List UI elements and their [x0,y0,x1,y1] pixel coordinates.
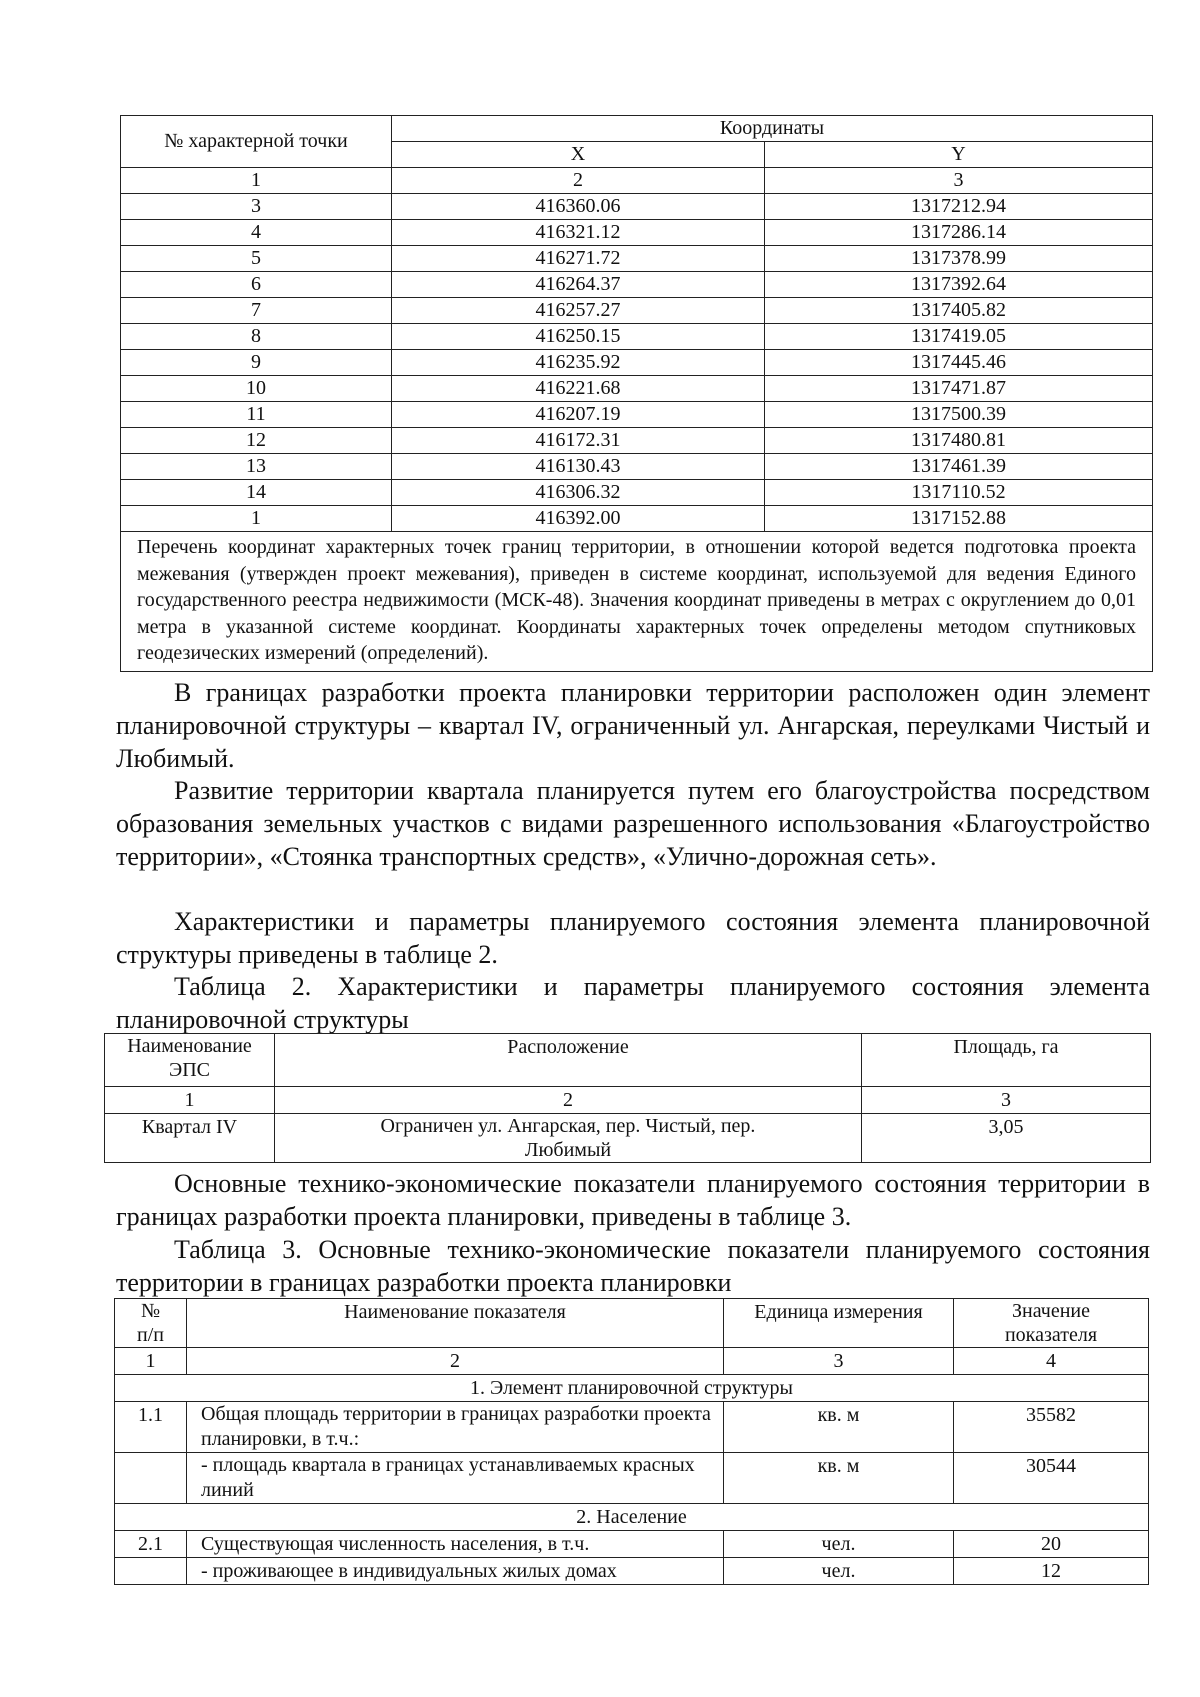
coord-y: 1317378.99 [765,246,1153,272]
table-row [121,272,1153,298]
coord-x: 416257.27 [392,298,765,324]
coord-y: 1317480.81 [765,428,1153,454]
paragraph-text: Основные технико-экономические показатели планируемого состояния территории в границах разработки проекта планировки, приведены в таблице 3. [116,1169,1150,1231]
colnum-1: 1 [121,168,392,194]
header-area: Площадь, га [862,1034,1151,1087]
coord-x: 416360.06 [392,194,765,220]
table-row [115,1402,1149,1453]
table-row [121,454,1153,480]
indicator-unit: кв. м [724,1453,954,1504]
coord-y: 1317152.88 [765,506,1153,532]
table-row [121,376,1153,402]
colnum-3: 3 [724,1348,954,1375]
table-row [121,350,1153,376]
indicator-unit: кв. м [724,1402,954,1453]
paragraph-text: В границах разработки проекта планировки территории расположен один элемент планировочной структуры – квартал IV, ограниченный ул. Ангарская, переулками Чистый и Любимый. [116,678,1150,773]
coord-x: 416250.15 [392,324,765,350]
header-number: № п/п [115,1299,187,1348]
colnum-3: 3 [862,1087,1151,1114]
table-row [121,246,1153,272]
coord-y: 1317392.64 [765,272,1153,298]
planning-element-table [104,1033,1151,1163]
point-number: 8 [121,324,392,350]
column-numbers-row [115,1348,1149,1375]
row-number: 1.1 [115,1402,187,1453]
indicator-value: 12 [954,1558,1149,1585]
colnum-1: 1 [115,1348,187,1375]
colnum-2: 2 [275,1087,862,1114]
coord-y: 1317471.87 [765,376,1153,402]
header-coordinates: Координаты [392,116,1153,142]
coord-x: 416392.00 [392,506,765,532]
eps-name: Квартал IV [105,1114,275,1163]
eps-location: Ограничен ул. Ангарская, пер. Чистый, пер. Любимый [275,1114,862,1163]
header-eps-name: Наименование ЭПС [105,1034,275,1087]
point-number: 14 [121,480,392,506]
point-number: 13 [121,454,392,480]
header-unit: Единица измерения [724,1299,954,1348]
paragraph-characteristics [116,906,1150,972]
column-numbers-row [121,168,1153,194]
header-location: Расположение [275,1034,862,1087]
header-value: Значение показателя [954,1299,1149,1348]
point-number: 9 [121,350,392,376]
paragraph-planning-element [116,677,1150,775]
point-number: 4 [121,220,392,246]
table-row [121,298,1153,324]
coord-x: 416130.43 [392,454,765,480]
paragraph-text: Характеристики и параметры планируемого состояния элемента планировочной структуры приведены в таблице 2. [116,907,1150,969]
row-number: 2.1 [115,1531,187,1558]
coord-x: 416221.68 [392,376,765,402]
indicator-value: 35582 [954,1402,1149,1453]
point-number: 7 [121,298,392,324]
eps-area: 3,05 [862,1114,1151,1163]
indicator-name: - площадь квартала в границах устанавливаемых красных линий [187,1453,724,1504]
section-heading: 2. Население [115,1504,1149,1531]
caption-text: Таблица 3. Основные технико-экономические показатели планируемого состояния территории в границах разработки проекта планировки [116,1235,1150,1297]
caption-text: Таблица 2. Характеристики и параметры планируемого состояния элемента планировочной структуры [116,972,1150,1034]
table-row [121,324,1153,350]
indicator-value: 30544 [954,1453,1149,1504]
coord-x: 416207.19 [392,402,765,428]
coord-y: 1317461.39 [765,454,1153,480]
table3-caption [116,1234,1150,1300]
coord-y: 1317405.82 [765,298,1153,324]
table-row [121,506,1153,532]
coord-x: 416306.32 [392,480,765,506]
point-number: 6 [121,272,392,298]
coord-x: 416264.37 [392,272,765,298]
point-number: 10 [121,376,392,402]
header-y: Y [765,142,1153,168]
indicator-name: Общая площадь территории в границах разработки проекта планировки, в т.ч.: [187,1402,724,1453]
coord-x: 416271.72 [392,246,765,272]
paragraph-text: Развитие территории квартала планируется путем его благоустройства посредством образования земельных участков с видами разрешенного использования «Благоустройство территории», «Стоянка транспортных средств», «Улично-дорожная сеть». [116,776,1150,871]
coord-x: 416172.31 [392,428,765,454]
table-row [105,1114,1151,1163]
table-row [121,428,1153,454]
colnum-1: 1 [105,1087,275,1114]
table-row [121,220,1153,246]
section-heading: 1. Элемент планировочной структуры [115,1375,1149,1402]
coord-y: 1317212.94 [765,194,1153,220]
coord-x: 416235.92 [392,350,765,376]
indicator-value: 20 [954,1531,1149,1558]
colnum-3: 3 [765,168,1153,194]
indicators-table [114,1298,1149,1585]
table-row [121,194,1153,220]
table-row [121,480,1153,506]
coord-y: 1317110.52 [765,480,1153,506]
coordinates-table [120,115,1153,672]
coord-x: 416321.12 [392,220,765,246]
indicator-unit: чел. [724,1558,954,1585]
point-number: 12 [121,428,392,454]
point-number: 3 [121,194,392,220]
coord-y: 1317419.05 [765,324,1153,350]
colnum-4: 4 [954,1348,1149,1375]
row-number [115,1558,187,1585]
paragraph-indicators [116,1168,1150,1234]
column-numbers-row [105,1087,1151,1114]
header-x: X [392,142,765,168]
indicator-name: Существующая численность населения, в т.ч. [187,1531,724,1558]
coord-y: 1317445.46 [765,350,1153,376]
paragraph-development [116,775,1150,873]
coord-y: 1317500.39 [765,402,1153,428]
header-point-number: № характерной точки [121,116,392,168]
point-number: 1 [121,506,392,532]
point-number: 11 [121,402,392,428]
indicator-unit: чел. [724,1531,954,1558]
row-number [115,1453,187,1504]
colnum-2: 2 [187,1348,724,1375]
coordinates-note: Перечень координат характерных точек границ территории, в отношении которой ведется подготовка проекта межевания (утвержден проект межевания), приведен в системе координат, используемой для ведения Единого государственного реестра недвижимости (МСК-48). Значения координат приведены в метрах с округлением до 0,01 метра в указанной системе координат. Координаты характерных точек определены методом спутниковых геодезических измерений (определений). [121,532,1153,672]
coord-y: 1317286.14 [765,220,1153,246]
table-row [121,402,1153,428]
table-row [115,1531,1149,1558]
indicator-name: - проживающее в индивидуальных жилых домах [187,1558,724,1585]
point-number: 5 [121,246,392,272]
table-row [115,1453,1149,1504]
table2-caption [116,971,1150,1037]
colnum-2: 2 [392,168,765,194]
table-row [115,1558,1149,1585]
header-indicator-name: Наименование показателя [187,1299,724,1348]
